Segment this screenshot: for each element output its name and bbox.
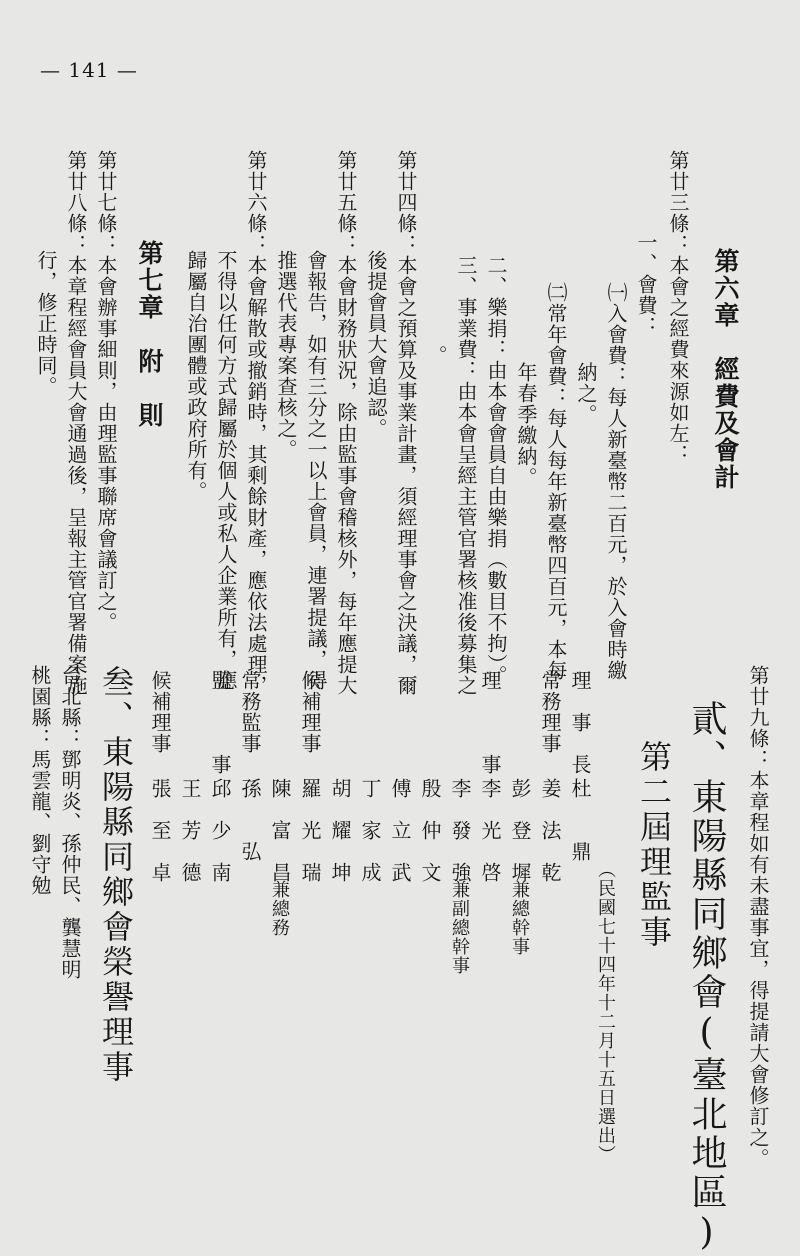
board-name-2: 姜 法 乾 (538, 778, 562, 883)
board-name-12: 孫 弘 (238, 778, 262, 862)
board-title-1: 理 事 長 (568, 670, 592, 775)
article-25: 第廿五條：本會財務狀況，除由監事會稽核外，每年應提大 (334, 150, 358, 696)
article-26: 第廿六條：本會解散或撤銷時，其剩餘財產，應依法處理， (244, 150, 268, 696)
section-2-election-date: （民國七十四年十二月十五日選出） (595, 860, 616, 1164)
board-note-5: 兼副總幹事 (449, 880, 470, 975)
board-name-7: 傅 立 武 (388, 778, 412, 883)
item-1a-entry-fee: ㈠入會費：每人新臺幣二百元，於入會時繳 (604, 282, 628, 681)
board-title-15: 候補理事 (148, 670, 172, 754)
section-2-title: 貳、東陽縣同鄉會(臺北地區) (686, 700, 727, 1256)
board-name-4: 李 光 啓 (478, 778, 502, 883)
section-3-title: 叁、東陽縣同鄉會榮譽理事 (97, 665, 135, 1085)
board-name-10: 羅 光 瑞 (298, 778, 322, 883)
board-title-2: 常務理事 (538, 670, 562, 754)
item-3-end: 。 (424, 345, 448, 366)
board-title-12: 常務監事 (238, 670, 262, 754)
article-26-continued-2: 歸屬自治團體或政府所有。 (184, 250, 208, 502)
board-note-11: 兼總務 (269, 880, 290, 937)
article-28-continued: 行，修正時同。 (34, 250, 58, 397)
page-number: — 141 — (40, 58, 138, 82)
board-name-1: 杜 鼎 (568, 778, 592, 862)
item-1a-continued: 納之。 (574, 362, 598, 425)
board-title-4: 理 事 (478, 670, 502, 775)
item-2-donations: 二、樂捐：由本會會員自由樂捐（數目不拘）。 (484, 255, 508, 686)
article-26-continued-1: 不得以任何方式歸屬於個人或私人企業所有，應 (214, 250, 238, 691)
chapter6-title: 第六章 經費及會計 (711, 248, 740, 491)
article-23: 第廿三條：本會之經費來源如左： (666, 150, 690, 465)
board-name-8: 丁 家 成 (358, 778, 382, 883)
board-name-5: 李 發 強 (448, 778, 472, 883)
article-25-continued-1: 會報告，如有三分之一以上會員，連署提議，得 (304, 250, 328, 691)
board-name-11: 陳 富 昌 (268, 778, 292, 883)
article-27: 第廿七條：本會辦事細則，由理監事聯席會議訂之。 (94, 150, 118, 633)
article-24-continued: 後提會員大會追認。 (364, 250, 388, 439)
board-name-3: 彭 登 墀 (508, 778, 532, 883)
item-1-fees: 一、會費： (634, 232, 658, 337)
board-note-3: 兼總幹事 (509, 880, 530, 956)
board-name-9: 胡 耀 坤 (328, 778, 352, 883)
item-1b-continued: 年春季繳納。 (514, 362, 538, 488)
board-name-13: 邱 少 南 (208, 778, 232, 883)
article-29: 第廿九條：本章程如有未盡事宜，得提請大會修訂之。 (746, 665, 770, 1169)
article-28: 第廿八條：本章程經會員大會通過後，呈報主管官署備案施 (64, 150, 88, 696)
board-title-13: 監 事 (208, 670, 232, 775)
board-name-6: 殷 仲 文 (418, 778, 442, 883)
item-1b-annual-fee: ㈡常年會費：每人每年新臺幣四百元，本每 (544, 282, 568, 681)
board-name-15: 張 至 卓 (148, 778, 172, 883)
honorary-taipei: 台北縣：鄧明炎、孫仲民、龔慧明 (58, 665, 82, 980)
item-3-project-funds: 三、事業費：由本會呈經主管官署核准後募集之 (454, 255, 478, 696)
chapter7-title: 第七章 附 則 (135, 240, 164, 429)
article-24: 第廿四條：本會之預算及事業計畫，須經理事會之決議，爾 (394, 150, 418, 696)
board-title-10: 候補理事 (298, 670, 322, 754)
honorary-taoyuan: 桃園縣：馬雲龍、劉守勉 (28, 665, 52, 896)
article-25-continued-2: 推選代表專案查核之。 (274, 250, 298, 460)
board-name-14: 王 芳 德 (178, 778, 202, 883)
section-2-subtitle: 第二屆理監事 (635, 740, 673, 950)
